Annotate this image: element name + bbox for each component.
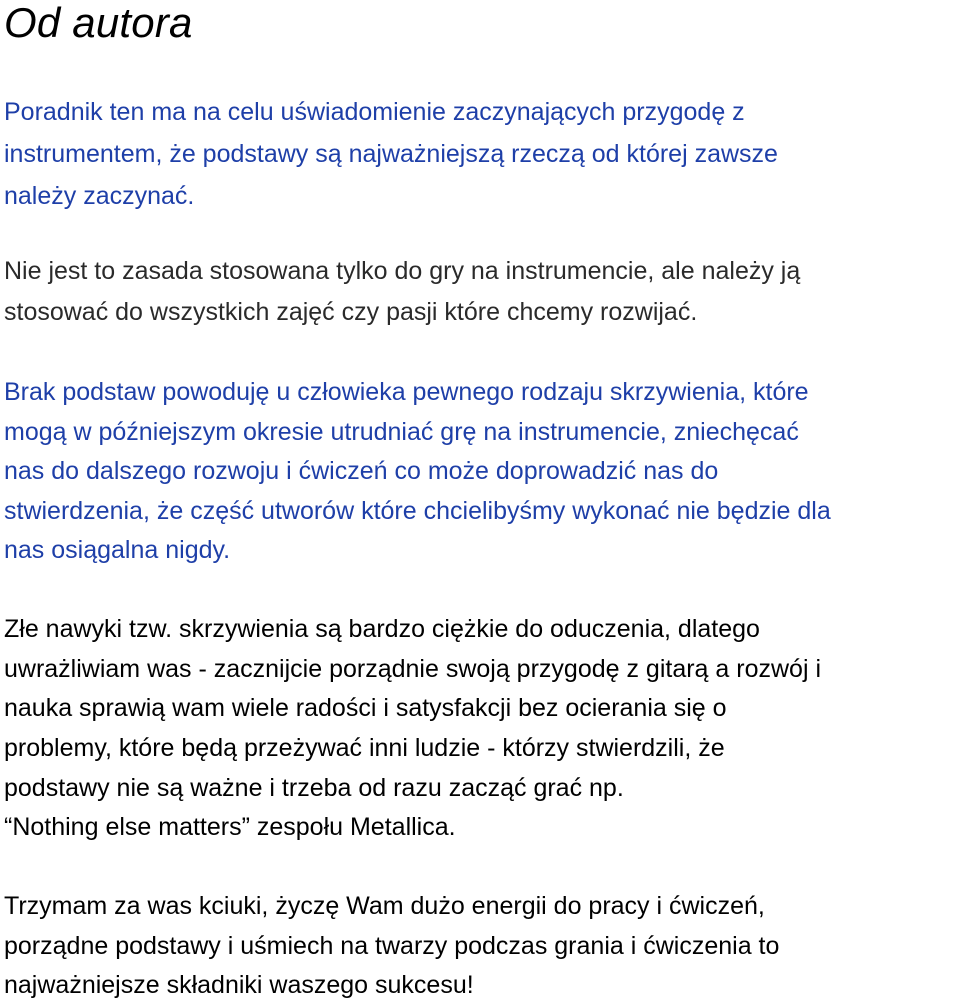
paragraph-line: stwierdzenia, że część utworów które chcielibyśmy wykonać nie będzie dla	[4, 497, 831, 525]
paragraph-line: “Nothing else matters” zespołu Metallica.	[4, 813, 456, 841]
paragraph-line: porządne podstawy i uśmiech na twarzy podczas grania i ćwiczenia to	[4, 932, 780, 960]
paragraph-line: nauka sprawią wam wiele radości i satysfakcji bez ocierania się o	[4, 694, 727, 722]
page-title: Od autora	[4, 0, 193, 46]
paragraph-line: uwrażliwiam was - zacznijcie porządnie swoją przygodę z gitarą a rozwój i	[4, 655, 821, 683]
paragraph-line: problemy, które będą przeżywać inni ludzie - którzy stwierdzili, że	[4, 734, 725, 762]
paragraph-line: Nie jest to zasada stosowana tylko do gry na instrumencie, ale należy ją	[4, 257, 801, 285]
paragraph-line: instrumentem, że podstawy są najważniejszą rzeczą od której zawsze	[4, 140, 778, 168]
paragraph-line: podstawy nie są ważne i trzeba od razu zacząć grać np.	[4, 774, 624, 802]
paragraph-line: nas osiągalna nigdy.	[4, 536, 231, 564]
paragraph-line: najważniejsze składniki waszego sukcesu!	[4, 971, 474, 999]
paragraph-line: Brak podstaw powoduję u człowieka pewnego rodzaju skrzywienia, które	[4, 378, 809, 406]
paragraph-line: stosować do wszystkich zajęć czy pasji które chcemy rozwijać.	[4, 298, 698, 326]
paragraph-line: nas do dalszego rozwoju i ćwiczeń co może doprowadzić nas do	[4, 457, 719, 485]
paragraph-line: Złe nawyki tzw. skrzywienia są bardzo ciężkie do oduczenia, dlatego	[4, 615, 760, 643]
paragraph-line: mogą w późniejszym okresie utrudniać grę na instrumencie, zniechęcać	[4, 418, 799, 446]
paragraph-line: należy zaczynać.	[4, 182, 195, 210]
paragraph-line: Poradnik ten ma na celu uświadomienie zaczynających przygodę z	[4, 98, 745, 126]
paragraph-line: Trzymam za was kciuki, życzę Wam dużo energii do pracy i ćwiczeń,	[4, 892, 765, 920]
